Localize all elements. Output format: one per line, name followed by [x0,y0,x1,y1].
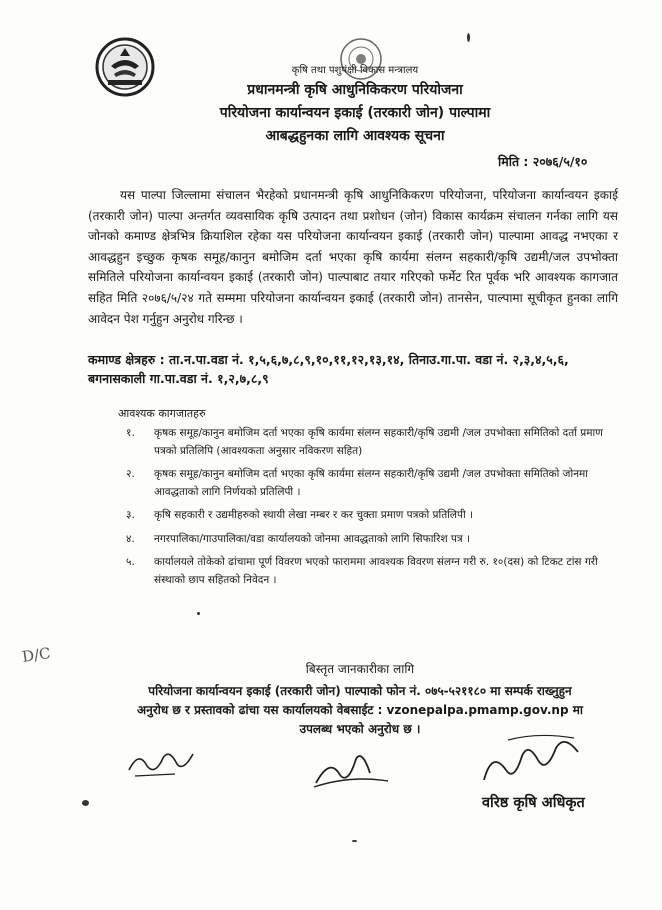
footer-line: अनुरोध छ र प्रस्तावको ढांचा यस कार्यालयको वेबसाईट : vzonepalpa.pmamp.gov.np मा [137,703,583,717]
item-number: ३. [126,509,135,521]
requirements-list [118,425,628,595]
list-item [118,425,628,460]
list-item [118,466,628,501]
ink-speck [197,612,200,615]
footer-line: परियोजना कार्यान्वयन इकाई (तरकारी जोन) पाल्पाको फोन नं. ०७५-५२११८० मा सम्पर्क राख्नुहुन [148,684,572,698]
item-text: कृषक समूह/कानुन बमोजिम दर्ता भएका कृषि कार्यमा संलग्न सहकारी/कृषि उद्यमी /जल उपभोक्ता समितिको जोनमा आवद्धताको लागि निर्णयको प्रतिलिपी । [154,468,589,498]
ministry-name: कृषि तथा पशुपंक्षी विकास मन्त्रालय [291,65,419,76]
notice-title: आबद्धहुनका लागि आवश्यक सूचना [265,128,445,144]
list-item [118,554,628,589]
item-text: कृषि सहकारी र उद्यमीहरुको स्थायी लेखा नम्बर र कर चुक्ता प्रमाण पत्रको प्रतिलिपी । [154,509,474,521]
signature-2 [310,745,392,791]
notice-date: मिति : २०७६/५/१० [498,154,588,169]
margin-handwritten-note: D/C [20,644,52,666]
footer-line: उपलब्ध भएको अनुरोध छ । [299,722,421,736]
ink-speck [82,800,89,806]
item-text: नगरपालिका/गाउपालिका/वडा कार्यालयको जोनमा आवद्धताको लागि सिफारिश पत्र । [154,532,471,545]
command-area: कमाण्ड क्षेत्रहरु : ता.न.पा.वडा नं. १,५,६,७,८,९,१०,११,१२,१३,१४, तिनाउ.गा.पा. वडा नं. २,३,४,५,६, बगनासकाली गा.पा.वडा नं. १,२,७,८,९ [88,352,569,386]
list-item [118,531,628,549]
item-text: कार्यालयले तोकेको ढांचामा पूर्ण विवरण भएको फाराममा आवश्यक विवरण संलग्न गरी रु. १०(दस) को टिकट टांस गरी संस्थाको छाप सहितको निवेदन । [154,556,598,586]
signature-1 [125,740,197,782]
officer-title: वरिष्ठ कृषि अधिकृत [482,794,585,811]
body-text [88,185,618,329]
item-number: ४. [126,532,135,545]
implementation-unit: परियोजना कार्यान्वयन इकाई (तरकारी जोन) पाल्पामा [219,105,491,121]
body-paragraph: यस पाल्पा जिल्लामा संचालन भैरहेको प्रधानमन्त्री कृषि आधुनिकिकरण परियोजना, परियोजना कार्यान्वयन इकाई (तरकारी जोन) पाल्पा अन्तर्गत व्यवसायिक कृषि उत्पादन तथा प्रशोधन (जोन) विकास कार्यक्रम संचालन गर्नका लागि यस जोनको कमाण्ड क्षेत्रभित्र क्रियाशिल रहेका यस परियोजना कार्यान्वयन इकाई (तरकारी जोन) पाल्पामा आवद्ध नभएका र आवद्धहुन इच्छुक कृषक समूह/कानुन बमोजिम दर्ता भएका कृषि कार्यमा संलग्न सहकारी/कृषि उद्यमी/जल उपभोक्ता समितिले परियोजना कार्यान्वयन इकाई (तरकारी जोन) पाल्पाबाट तयार गरिएको फर्मेट रित पूर्वक भरि आवश्यक कागजात सहित मिति २०७६/५/२४ गते सम्ममा परियोजना कार्यान्वयन इकाई (तरकारी जोन) तानसेन, पाल्पामा सूचीकृत हुनका लागि आवेदन पेश गर्नुहुन अनुरोध गरिन्छ । [88,188,618,326]
list-item [118,507,628,525]
item-number: १. [126,427,135,439]
item-number: २. [126,468,135,480]
requirements-title: आवश्यक कागजातहरु [118,407,206,420]
ink-speck [352,840,357,842]
contact-footer [100,660,620,739]
item-number: ५. [126,556,135,568]
ink-speck [467,33,470,42]
footer-heading: बिस्तृत जानकारीका लागि [305,662,415,676]
item-text: कृषक समूह/कानुन बमोजिम दर्ता भएका कृषि कार्यमा संलग्न सहकारी/कृषि उद्यमी /जल उपभोक्ता समितिको दर्ता प्रमाण पत्रको प्रतिलिपि (आवश्यकता अनुसार नविकरण सहित) [154,427,603,457]
officer-signature [478,730,588,788]
program-name: प्रधानमन्त्री कृषि आधुनिकिकरण परियोजना [247,82,463,98]
